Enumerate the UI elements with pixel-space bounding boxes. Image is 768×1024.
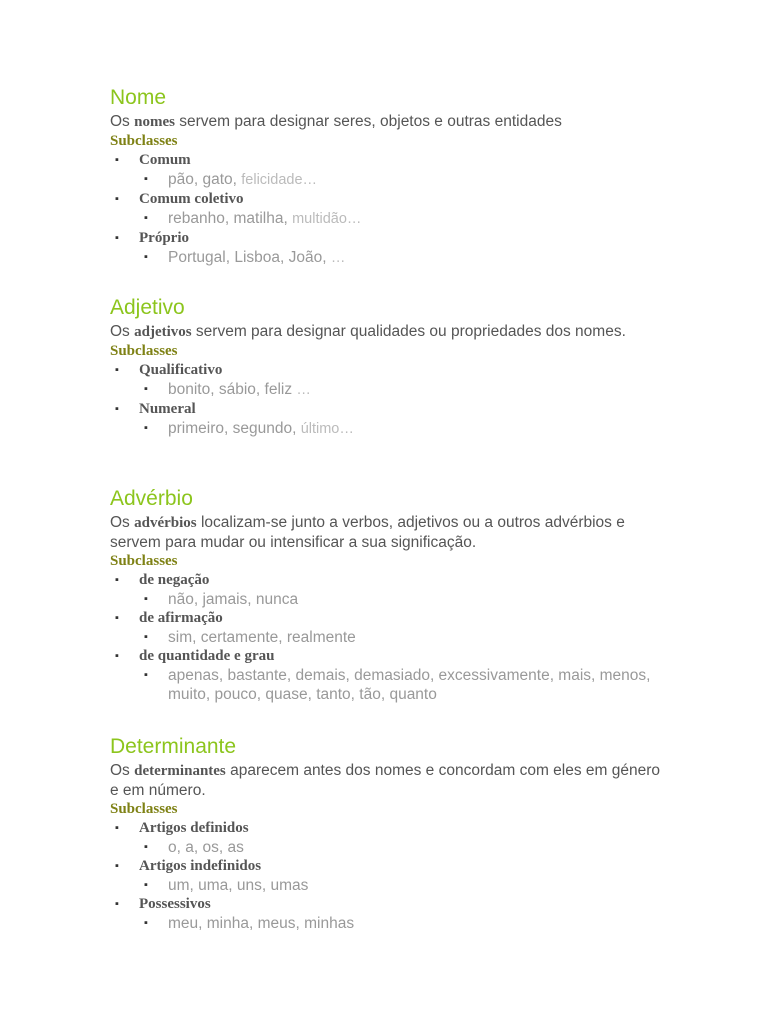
list-item: [110, 400, 670, 439]
list-item: [110, 229, 670, 268]
subclass-label: Artigos indefinidos: [139, 858, 262, 874]
subclass-label: Comum: [139, 152, 191, 168]
bullet-icon: ▪: [115, 574, 119, 586]
bullet-icon: ▪: [144, 841, 148, 853]
list-item: [110, 609, 670, 647]
list-item: [110, 190, 670, 229]
section-intro: Os determinantes aparecem antes dos nomes e concordam com eles em género e em número.: [110, 762, 661, 799]
subclass-label: Qualificativo: [139, 362, 223, 378]
list-item: [110, 895, 670, 933]
subclass-label: Possessivos: [139, 896, 211, 912]
examples-line: ▪ sim, certamente, realmente: [144, 629, 356, 646]
subclass-label: de negação: [139, 572, 210, 588]
examples-line: ▪ primeiro, segundo, último…: [144, 420, 354, 437]
bullet-icon: ▪: [115, 612, 119, 624]
intro-term: adjetivos: [134, 324, 192, 340]
subclasses-label: Subclasses: [110, 801, 178, 817]
section-title: Adjetivo: [110, 296, 185, 319]
section-intro: Os nomes servem para designar seres, objetos e outras entidades: [110, 113, 562, 130]
intro-term: advérbios: [134, 515, 197, 531]
examples-line: ▪ não, jamais, nunca: [144, 591, 299, 608]
subclasses-label: Subclasses: [110, 553, 178, 569]
bullet-icon: ▪: [144, 251, 148, 263]
bullet-icon: ▪: [144, 631, 148, 643]
bullet-icon: ▪: [115, 232, 119, 244]
subclass-label: Numeral: [139, 401, 196, 417]
bullet-icon: ▪: [115, 193, 119, 205]
section-nome: [110, 84, 670, 268]
section-adverbio: [110, 485, 670, 704]
examples-line: ▪ o, a, os, as: [144, 839, 244, 856]
section-intro: Os adjetivos servem para designar qualidades ou propriedades dos nomes.: [110, 323, 626, 340]
examples-line: ▪ apenas, bastante, demais, demasiado, excessivamente, mais, menos, muito, pouco, quase, tanto, tão, quanto: [144, 667, 651, 703]
subclass-label: Próprio: [139, 230, 189, 246]
subclass-label: de quantidade e grau: [139, 648, 275, 664]
examples-line: ▪ rebanho, matilha, multidão…: [144, 210, 362, 227]
section-determinante: [110, 733, 670, 933]
section-title: Determinante: [110, 735, 237, 758]
section-adjetivo: [110, 294, 670, 439]
bullet-icon: ▪: [144, 422, 148, 434]
examples-line: ▪ Portugal, Lisboa, João, …: [144, 249, 346, 266]
bullet-icon: ▪: [115, 822, 119, 834]
intro-term: determinantes: [134, 763, 226, 779]
bullet-icon: ▪: [144, 212, 148, 224]
list-item: [110, 857, 670, 895]
bullet-icon: ▪: [115, 154, 119, 166]
list-item: [110, 151, 670, 190]
bullet-icon: ▪: [144, 917, 148, 929]
bullet-icon: ▪: [115, 364, 119, 376]
bullet-icon: ▪: [115, 403, 119, 415]
examples-line: ▪ meu, minha, meus, minhas: [144, 915, 355, 932]
section-title: Nome: [110, 86, 167, 109]
bullet-icon: ▪: [115, 650, 119, 662]
subclass-label: Artigos definidos: [139, 820, 249, 836]
intro-term: nomes: [134, 114, 175, 130]
bullet-icon: ▪: [144, 879, 148, 891]
bullet-icon: ▪: [144, 669, 148, 681]
section-intro: Os advérbios localizam-se junto a verbos, adjetivos ou a outros advérbios e servem para mudar ou intensificar a sua significação.: [110, 514, 625, 551]
subclasses-label: Subclasses: [110, 133, 178, 149]
bullet-icon: ▪: [115, 898, 119, 910]
bullet-icon: ▪: [115, 860, 119, 872]
bullet-icon: ▪: [144, 383, 148, 395]
bullet-icon: ▪: [144, 593, 148, 605]
subclasses-label: Subclasses: [110, 343, 178, 359]
list-item: [110, 361, 670, 400]
section-title: Advérbio: [110, 487, 193, 510]
list-item: [110, 571, 670, 609]
list-item: [110, 819, 670, 857]
subclass-label: Comum coletivo: [139, 191, 244, 207]
list-item: [110, 647, 670, 704]
bullet-icon: ▪: [144, 173, 148, 185]
examples-line: ▪ um, uma, uns, umas: [144, 877, 309, 894]
subclass-label: de afirmação: [139, 610, 223, 626]
examples-line: ▪ bonito, sábio, feliz …: [144, 381, 311, 398]
examples-line: ▪ pão, gato, felicidade…: [144, 171, 318, 188]
